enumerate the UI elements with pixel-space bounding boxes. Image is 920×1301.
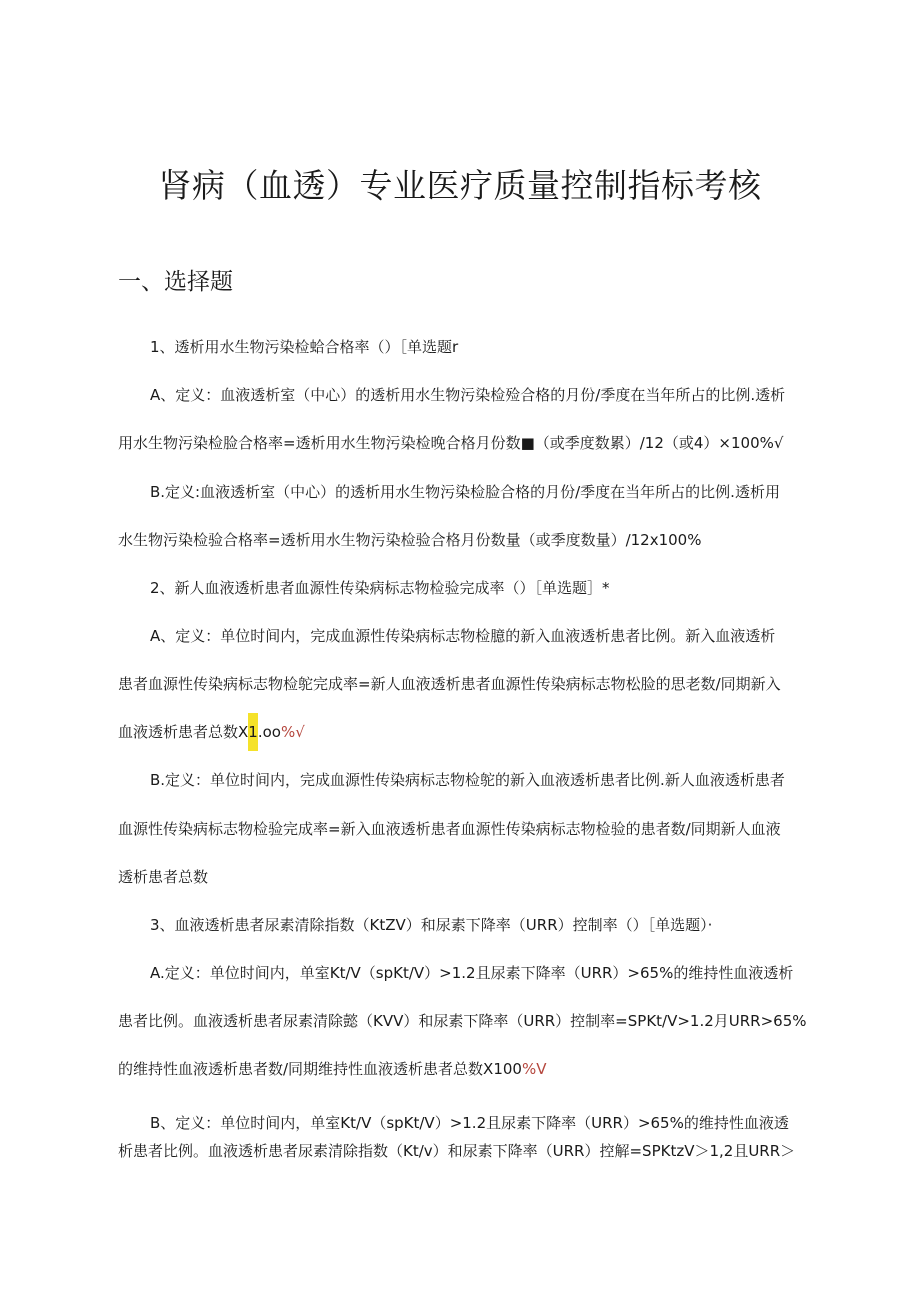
- section-heading: 一、选择题: [118, 269, 233, 295]
- question-3-option-a-line-3-text: 的维持性血液透析患者数/同期维持性血液透析患者总数X100: [118, 1060, 522, 1078]
- correct-answer-mark: %√: [280, 723, 305, 741]
- question-2-option-a-line-1: A、定义：单位时间内，完成血源性传染病标志物检臆的新入血液透析患者比例。新入血液透析: [150, 627, 776, 645]
- question-2-option-a-line-3: [118, 721, 305, 743]
- question-2-option-a-line-2: 患者血源性传染病标志物检鸵完成率=新人血液透析患者血源性传染病标志物松脸的思老数/同期新入: [118, 675, 781, 693]
- question-3-option-b-line-2: 析患者比例。血液透析患者尿素清除指数（Kt/v）和尿素下降率（URR）控解=SPKtzV＞1,2且URR＞: [118, 1142, 796, 1160]
- correct-answer-mark: %V: [521, 1060, 547, 1078]
- question-2-stem: 2、新人血液透析患者血源性传染病标志物检验完成率（）［单选题］*: [150, 579, 610, 597]
- question-3-stem: 3、血液透析患者尿素清除指数（KtZV）和尿素下降率（URR）控制率（）［单选题）·: [150, 916, 713, 934]
- question-3-option-a-line-2: 患者比例。血液透析患者尿素清除懿（KVV）和尿素下降率（URR）控制率=SPKt/V>1.2月URR>65%: [118, 1012, 807, 1030]
- question-1-option-b-line-1: B.定义:血液透析室（中心）的透析用水生物污染检脸合格的月份/季度在当年所占的比例.透析用: [150, 483, 780, 501]
- question-1-option-a-line-1: A、定义：血液透析室（中心）的透析用水生物污染检殓合格的月份/季度在当年所占的比例.透析: [150, 386, 786, 404]
- question-1-option-a-line-2: 用水生物污染检脸合格率=透析用水生物污染检晚合格月份数■（或季度数累）/12（或4）×100%√: [118, 434, 784, 452]
- highlight-mark: 1: [248, 713, 258, 751]
- question-1-stem: 1、透析用水生物污染检蛤合格率（）［单选题r: [150, 338, 459, 356]
- question-3-option-a-line-3: [118, 1058, 546, 1080]
- document-title: 肾病（血透）专业医疗质量控制指标考核: [158, 166, 762, 205]
- question-2-option-b-line-1: B.定义：单位时间内，完成血源性传染病标志物检鸵的新入血液透析患者比例.新人血液透析患者: [150, 771, 785, 789]
- question-3-option-a-line-1: A.定义：单位时间内，单室Kt/V（spKt/V）>1.2且尿素下降率（URR）>65%的维持性血液透析: [150, 964, 794, 982]
- question-2-option-b-line-3: 透析患者总数: [118, 868, 209, 886]
- question-2-option-a-line-3-suffix: .oo: [257, 723, 281, 741]
- question-1-option-b-line-2: 水生物污染检验合格率=透析用水生物污染检验合格月份数量（或季度数量）/12x100%: [118, 531, 702, 549]
- question-3-option-b-line-1: B、定义：单位时间内，单室Kt/V（spKt/V）>1.2且尿素下降率（URR）>65%的维持性血液透: [150, 1114, 789, 1132]
- question-2-option-a-line-3-text: 血液透析患者总数X: [118, 723, 249, 741]
- question-2-option-b-line-2: 血源性传染病标志物检验完成率=新入血液透析患者血源性传染病标志物检验的患者数/同期新人血液: [118, 820, 781, 838]
